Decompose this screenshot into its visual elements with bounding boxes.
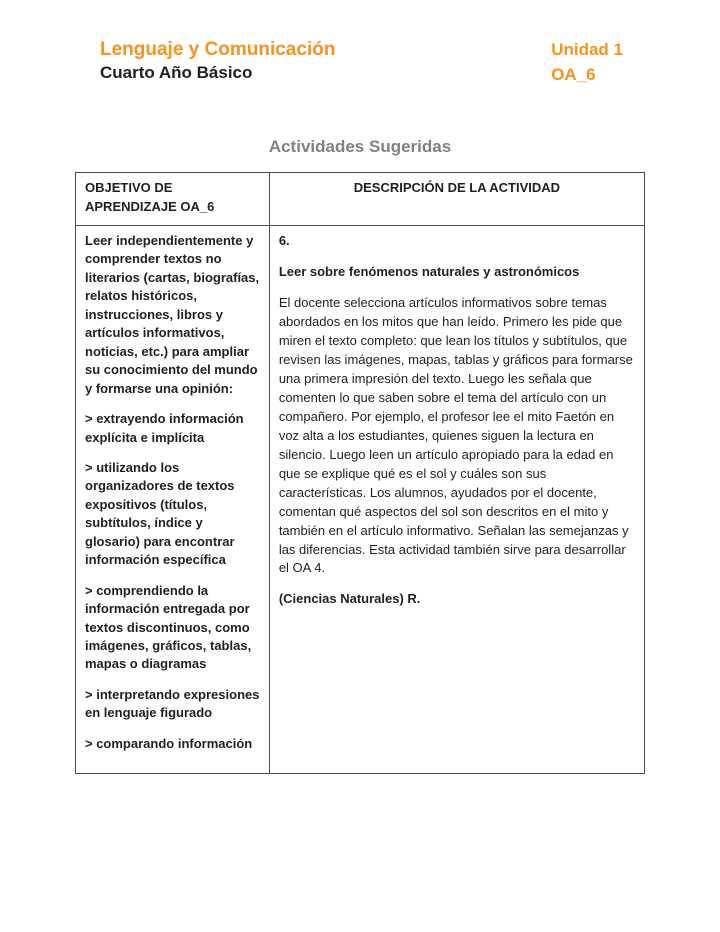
objective-bullet-3: > comprendiendo la información entregada por textos discontinuos, como imágenes, gráficos, tablas, mapas o diagramas [85, 582, 252, 672]
description-column-header: DESCRIPCIÓN DE LA ACTIVIDAD [269, 173, 644, 226]
page-title: Actividades Sugeridas [268, 137, 452, 157]
activities-table [75, 172, 645, 774]
activity-number: 6. [278, 232, 290, 248]
objective-bullet-4: > interpretando expresiones en lenguaje figurado [85, 686, 260, 721]
activity-footer: (Ciencias Naturales) R. [278, 591, 421, 607]
header-left [100, 38, 335, 84]
objective-column-header: OBJETIVO DE APRENDIZAJE OA_6 [76, 173, 270, 226]
subject-title: Lenguaje y Comunicación [100, 39, 336, 60]
table-body-row [76, 225, 645, 773]
objective-intro: Leer independientemente y comprender textos no literarios (cartas, biografías, relatos históricos, instrucciones, libros y artículos informativos, noticias, etc.) para ampliar su conocimiento del mundo y formarse una opinión: [85, 232, 260, 396]
activity-cell [269, 225, 644, 773]
header-right [551, 38, 623, 87]
activity-body-text: El docente selecciona artículos informativos sobre temas abordados en los mitos que han leído. Primero les pide que miren el texto completo: que lean los títulos y subtítulos, que revisen las imágenes, mapas, tablas y gráficos para formarse una primera impresión del texto. Luego les señala que comenten lo que saben sobre el tema del artículo con un compañero. Por ejemplo, el profesor lee el mito Faetón en voz alta a los estudiantes, quienes siguen la lectura en silencio. Luego leen un artículo apropiado para la edad en que se explique qué es el sol y cuáles son sus características. Los alumnos, ayudados por el docente, comentan qué aspectos del sol son descritos en el mito y también en el artículo informativo. Señalan las semejanzas y las diferencias. Esta actividad también sirve para desarrollar el OA 4. [278, 294, 633, 576]
objective-cell [76, 225, 270, 773]
objective-bullet-1: > extrayendo información explícita e implícita [85, 411, 244, 445]
table-header-row [76, 173, 645, 226]
oa-code-label: OA_6 [551, 64, 596, 84]
objective-bullet-5: > comparando información [85, 735, 253, 751]
objective-bullet-2: > utilizando los organizadores de textos expositivos (títulos, subtítulos, índice y glosario) para encontrar información específica [85, 459, 235, 568]
grade-level: Cuarto Año Básico [100, 62, 253, 82]
activity-title: Leer sobre fenómenos naturales y astronómicos [278, 263, 580, 279]
document-header [75, 38, 645, 87]
unit-label: Unidad 1 [551, 40, 623, 59]
